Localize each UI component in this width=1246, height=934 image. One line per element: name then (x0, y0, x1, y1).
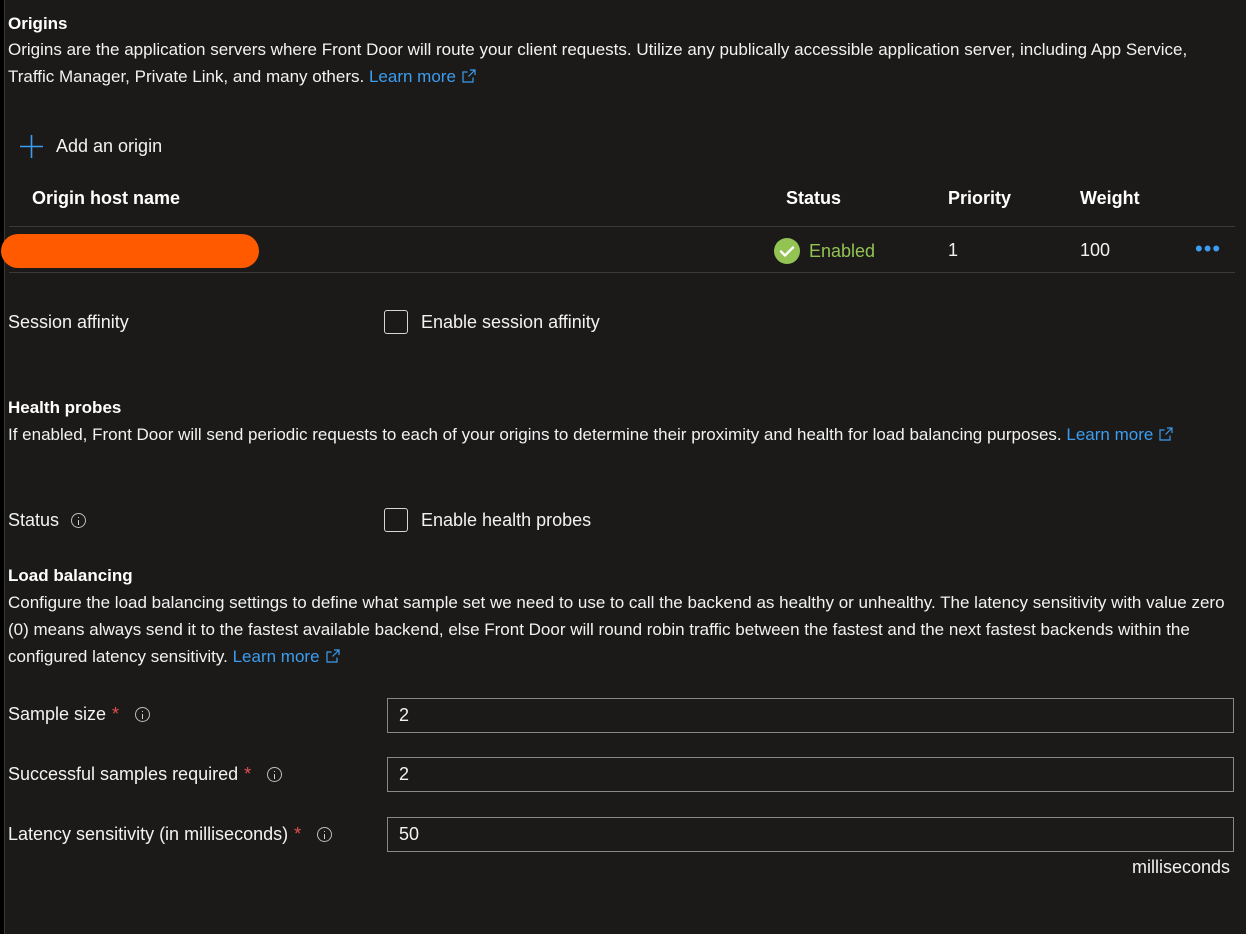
sample-size-label-text: Sample size (8, 704, 107, 724)
origin-status-cell (774, 238, 875, 264)
session-affinity-label (8, 312, 129, 333)
load-balancing-description (8, 589, 1244, 670)
plus-icon (19, 134, 44, 159)
origin-weight: 100 (1080, 240, 1111, 260)
info-icon[interactable] (317, 827, 332, 842)
origins-heading: Origins (8, 14, 68, 33)
latency-units-suffix: milliseconds (1131, 857, 1230, 877)
required-asterisk: * (294, 824, 302, 844)
health-probes-learn-more-label: Learn more (1066, 425, 1154, 444)
column-header-priority: Priority (948, 188, 1012, 208)
redacted-origin-host-name (1, 234, 259, 268)
add-origin-label: Add an origin (56, 136, 163, 156)
session-affinity-checkbox-control[interactable] (384, 310, 600, 334)
origin-group-settings-panel (4, 0, 1246, 934)
session-affinity-label-text: Session affinity (8, 312, 129, 332)
successful-samples-label (8, 764, 282, 785)
origin-priority: 1 (948, 240, 959, 260)
sample-size-label (8, 704, 150, 725)
column-header-weight: Weight (1080, 188, 1140, 208)
latency-sensitivity-label-text: Latency sensitivity (in milliseconds) (8, 824, 289, 844)
successful-samples-input[interactable] (387, 757, 1234, 792)
required-asterisk: * (244, 764, 252, 784)
external-link-icon (462, 69, 476, 83)
health-probes-status-label (8, 510, 86, 531)
session-affinity-checkbox-label: Enable session affinity (421, 311, 600, 332)
checkmark-circle-icon (774, 238, 800, 264)
info-icon[interactable] (71, 513, 86, 528)
column-header-status: Status (786, 188, 842, 208)
table-header-divider (9, 226, 1235, 227)
successful-samples-label-text: Successful samples required (8, 764, 239, 784)
latency-sensitivity-input[interactable] (387, 817, 1234, 852)
origins-learn-more-link[interactable] (369, 67, 476, 86)
sample-size-input[interactable] (387, 698, 1234, 733)
health-probes-description (8, 421, 1240, 448)
info-icon[interactable] (135, 707, 150, 722)
add-origin-button[interactable] (19, 134, 162, 159)
load-balancing-learn-more-label: Learn more (232, 647, 320, 666)
table-row[interactable] (5, 228, 1243, 272)
origins-learn-more-label: Learn more (368, 67, 456, 86)
latency-sensitivity-label (8, 824, 332, 845)
health-probes-checkbox-label: Enable health probes (421, 509, 592, 530)
load-balancing-learn-more-link[interactable] (233, 647, 340, 666)
required-asterisk: * (112, 704, 120, 724)
load-balancing-heading: Load balancing (8, 566, 133, 585)
info-icon[interactable] (267, 767, 282, 782)
table-row-divider (9, 272, 1235, 273)
health-probes-learn-more-link[interactable] (1066, 425, 1173, 444)
session-affinity-checkbox[interactable] (384, 310, 408, 334)
origin-status-text: Enabled (809, 240, 876, 261)
health-probes-heading: Health probes (8, 398, 122, 417)
origins-description-text: Origins are the application servers where Front Door will route your client requests. Utilize any publically accessible application server, including App Service, Traffic Manager, Private Link, and many others. (8, 40, 1188, 86)
load-balancing-description-text: Configure the load balancing settings to define what sample set we need to use to call the backend as healthy or unhealthy. The latency sensitivity with value zero (0) means always send it to the fastest available backend, else Front Door will round robin traffic between the fastest and the next fastest backends within the configured latency sensitivity. (8, 593, 1225, 666)
health-probes-status-text: Status (8, 510, 60, 530)
external-link-icon (326, 649, 340, 663)
column-header-origin-host-name: Origin host name (32, 188, 181, 208)
row-more-options-icon[interactable]: ••• (1195, 236, 1222, 261)
health-probes-checkbox[interactable] (384, 508, 408, 532)
health-probes-checkbox-control[interactable] (384, 508, 591, 532)
health-probes-description-text: If enabled, Front Door will send periodic requests to each of your origins to determine their proximity and health for load balancing purposes. (8, 425, 1062, 444)
origins-description (8, 36, 1208, 90)
external-link-icon (1159, 427, 1173, 441)
